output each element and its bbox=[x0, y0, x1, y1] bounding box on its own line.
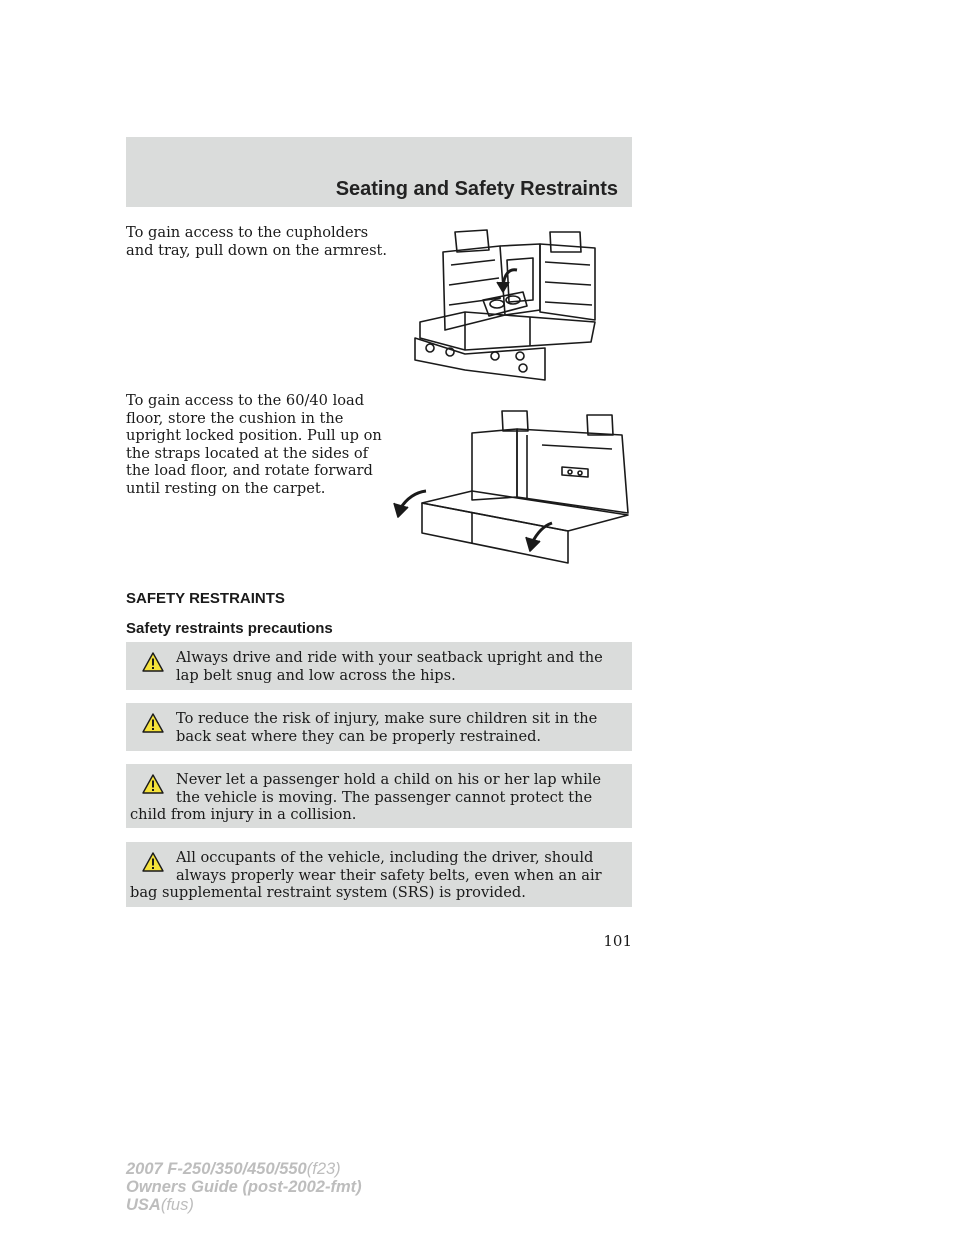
footer-market: USA bbox=[126, 1196, 161, 1214]
warning-box bbox=[126, 642, 632, 690]
footer-line-market bbox=[126, 1196, 362, 1214]
footer bbox=[126, 1160, 362, 1214]
warning-text: Always drive and ride with your seatback upright and the lap belt snug and low across the hips. bbox=[176, 649, 603, 684]
section-title: Seating and Safety Restraints bbox=[335, 178, 618, 200]
warning-triangle-icon bbox=[142, 651, 164, 673]
footer-line-guide: Owners Guide (post-2002-fmt) bbox=[126, 1178, 362, 1196]
page-number: 101 bbox=[603, 932, 632, 950]
warning-box bbox=[126, 703, 632, 751]
section-heading: SAFETY RESTRAINTS bbox=[126, 590, 285, 607]
warning-triangle-icon bbox=[142, 712, 164, 734]
footer-line-model bbox=[126, 1160, 362, 1178]
warning-triangle-icon bbox=[142, 851, 164, 873]
warning-text: To reduce the risk of injury, make sure children sit in the back seat where they can be properly restrained. bbox=[176, 710, 598, 745]
footer-model: 2007 F-250/350/450/550 bbox=[126, 1160, 307, 1178]
header-band bbox=[126, 137, 632, 207]
subsection-heading: Safety restraints precautions bbox=[126, 620, 333, 637]
cupholder-instruction: To gain access to the cupholders and tray, pull down on the armrest. bbox=[126, 224, 388, 259]
warning-text: Never let a passenger hold a child on his or her lap while the vehicle is moving. The passenger cannot protect the child from injury in a collision. bbox=[130, 771, 602, 823]
footer-market-code: (fus) bbox=[160, 1196, 194, 1214]
warning-box bbox=[126, 764, 632, 828]
load-floor-instruction: To gain access to the 60/40 load floor, store the cushion in the upright locked position. Pull up on the straps located at the sides of the load floor, and rotate forward until resting on the carpet. bbox=[126, 392, 382, 497]
load-floor-illustration bbox=[392, 405, 642, 565]
warning-triangle-icon bbox=[142, 773, 164, 795]
warning-box bbox=[126, 842, 632, 907]
footer-model-code: (f23) bbox=[306, 1160, 341, 1178]
warning-text: All occupants of the vehicle, including the driver, should always properly wear their safety belts, even when an air bag supplemental restraint system (SRS) is provided. bbox=[130, 849, 602, 901]
armrest-seat-illustration bbox=[405, 220, 605, 385]
